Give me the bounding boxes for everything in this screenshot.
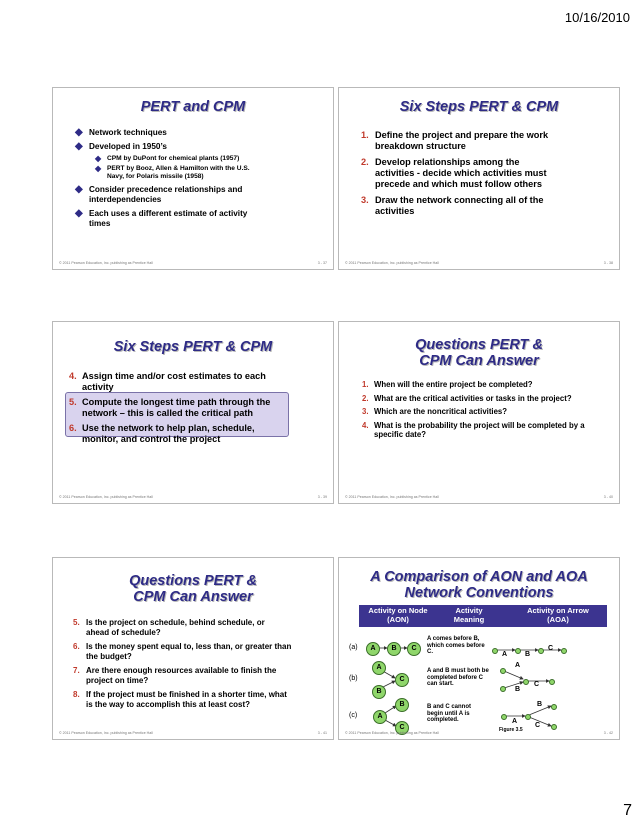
figure-caption: Figure 3.5: [499, 727, 523, 733]
diamond-bullet-icon: ◆: [95, 164, 102, 173]
list-item: 6. Use the network to help plan, schedule, monitor, and control the project: [69, 423, 255, 444]
aon-node-c: C: [395, 673, 409, 687]
aon-node-b: B: [387, 642, 401, 656]
slide-title: PERT and CPM: [140, 99, 246, 115]
col-header-aoa: Activity on Arrow (AOA): [527, 606, 589, 624]
bullet: ◆ Consider precedence relationships and interdependencies: [75, 184, 243, 204]
sub-bullet: ◆ PERT by Booz, Allen & Hamilton with the U.S. Navy, for Polaris missile (1958): [95, 164, 250, 180]
aoa-event-node: [551, 724, 557, 730]
page-number: 7: [623, 802, 632, 819]
list-item: 7. Are there enough resources available to finish the project on time?: [73, 666, 277, 685]
list-item: 4. What is the probability the project will be completed by a specific date?: [362, 420, 585, 439]
aoa-label-c: C: [534, 681, 540, 688]
activity-meaning: B and C cannot begin until A is completed.: [427, 704, 472, 724]
slide-footer: © 2011 Pearson Education, Inc. publishing as Prentice Hall 3 - 41: [59, 731, 327, 735]
diamond-bullet-icon: ◆: [75, 208, 83, 219]
activity-meaning: A comes before B, which comes before C.: [427, 636, 485, 656]
aon-node-a: A: [372, 661, 386, 675]
aoa-event-node: [492, 648, 498, 654]
list-item: 4. Assign time and/or cost estimates to each activity: [69, 371, 266, 392]
list-item: 1. Define the project and prepare the work breakdown structure: [361, 130, 549, 151]
aoa-event-node: [500, 668, 506, 674]
aon-node-b: B: [372, 685, 386, 699]
aoa-event-node: [549, 679, 555, 685]
aoa-event-node: [525, 714, 531, 720]
row-label: (a): [349, 644, 358, 651]
slide-title: Questions PERT & CPM Can Answer: [415, 337, 543, 369]
list-item: 5. Is the project on schedule, behind schedule, or ahead of schedule?: [73, 618, 265, 637]
slide-title: Questions PERT & CPM Can Answer: [129, 573, 257, 605]
aon-node-c: C: [395, 721, 409, 735]
slide-title: Six Steps PERT & CPM: [113, 339, 273, 355]
list-item: 3. Draw the network connecting all of the activities: [361, 195, 544, 216]
slide-six-steps-1: [338, 87, 620, 270]
aon-node-b: B: [395, 698, 409, 712]
aoa-label-c: C: [548, 645, 554, 652]
aon-node-a: A: [373, 710, 387, 724]
slide-questions-1: [338, 321, 620, 504]
row-label: (b): [349, 675, 358, 682]
page-date: 10/16/2010: [564, 10, 630, 25]
aoa-label-b: B: [525, 651, 531, 658]
diamond-bullet-icon: ◆: [75, 127, 83, 138]
sub-bullet: ◆ CPM by DuPont for chemical plants (1957): [95, 154, 240, 163]
aoa-event-node: [523, 679, 529, 685]
bullet: ◆ Developed in 1950’s: [75, 141, 167, 152]
list-item: 8. If the project must be finished in a shorter time, what is the way to accomplish this at least cost?: [73, 690, 287, 709]
aoa-label-a: A: [502, 651, 508, 658]
slide-title: Six Steps PERT & CPM: [399, 99, 559, 115]
diamond-bullet-icon: ◆: [75, 141, 83, 152]
aon-node-c: C: [407, 642, 421, 656]
slide-questions-2: [52, 557, 334, 740]
aon-node-a: A: [366, 642, 380, 656]
list-item: 2. What are the critical activities or tasks in the project?: [362, 393, 572, 403]
aoa-event-node: [538, 648, 544, 654]
slide-footer: © 2011 Pearson Education, Inc. publishing as Prentice Hall 3 - 42: [345, 731, 613, 735]
aoa-label-a: A: [515, 662, 521, 669]
aoa-event-node: [501, 714, 507, 720]
aoa-label-a: A: [512, 718, 518, 725]
bullet: ◆ Each uses a different estimate of activity times: [75, 208, 248, 228]
slide-pert-and-cpm: [52, 87, 334, 270]
slide-title: A Comparison of AON and AOA Network Conventions: [370, 569, 588, 601]
slide-footer: © 2011 Pearson Education, Inc. publishing as Prentice Hall 3 - 38: [345, 261, 613, 265]
aoa-label-c: C: [535, 722, 541, 729]
aoa-label-b: B: [537, 701, 543, 708]
col-header-meaning: Activity Meaning: [453, 606, 485, 624]
slide-footer: © 2011 Pearson Education, Inc. publishing as Prentice Hall 3 - 37: [59, 261, 327, 265]
aoa-event-node: [515, 648, 521, 654]
row-label: (c): [349, 712, 358, 719]
list-item: 1. When will the entire project be completed?: [362, 380, 533, 389]
aoa-label-b: B: [515, 686, 521, 693]
aoa-event-node: [551, 704, 557, 710]
list-item: 5. Compute the longest time path through the network – this is called the critical path: [69, 397, 271, 418]
activity-meaning: A and B must both be completed before C can start.: [427, 668, 489, 688]
slide-six-steps-2: [52, 321, 334, 504]
diamond-bullet-icon: ◆: [75, 184, 83, 195]
list-item: 2. Develop relationships among the activities - decide which activities must precede and which must follow others: [361, 157, 547, 189]
bullet: ◆ Network techniques: [75, 127, 167, 138]
slide-aon-aoa-comparison: [338, 557, 620, 740]
aoa-event-node: [561, 648, 567, 654]
aoa-event-node: [500, 686, 506, 692]
list-item: 3. Which are the noncritical activities?: [362, 407, 508, 416]
col-header-aon: Activity on Node (AON): [368, 606, 428, 624]
slide-footer: © 2011 Pearson Education, Inc. publishing as Prentice Hall 3 - 40: [345, 495, 613, 499]
list-item: 6. Is the money spent equal to, less than, or greater than the budget?: [73, 642, 292, 661]
slide-footer: © 2011 Pearson Education, Inc. publishing as Prentice Hall 3 - 39: [59, 495, 327, 499]
diamond-bullet-icon: ◆: [95, 154, 102, 163]
